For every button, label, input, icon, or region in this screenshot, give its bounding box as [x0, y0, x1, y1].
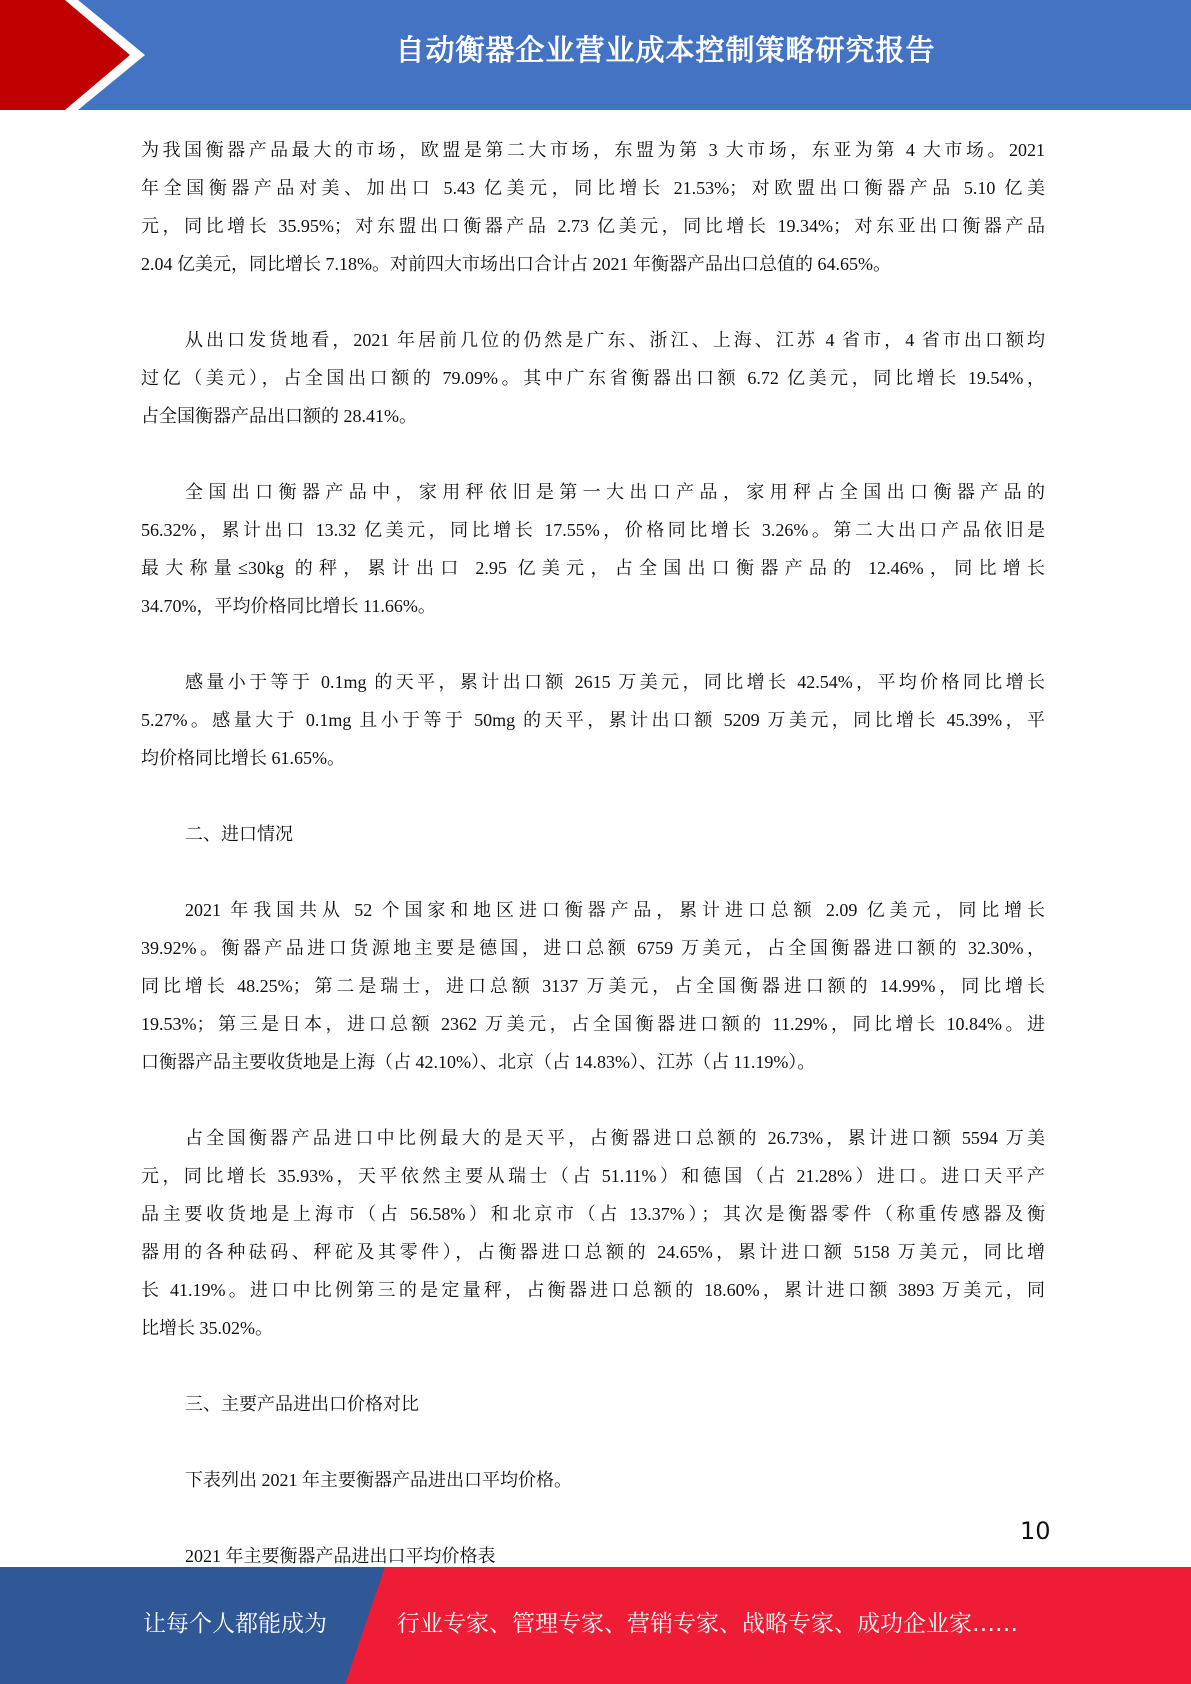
text-line: 均价格同比增长 61.65%。 [141, 748, 345, 768]
text-line: 过亿（美元），占全国出口额的 79.09%。其中广东省衡器出口额 6.72 亿美元，同比增长 19.54%， [141, 368, 1045, 388]
paragraph [141, 891, 1045, 1081]
page-number: 10 [1020, 1517, 1051, 1545]
section-heading: 二、进口情况 [185, 824, 293, 844]
header-banner [0, 0, 1191, 110]
text-line: 比增长 35.02%。 [141, 1318, 273, 1338]
text-line: 39.92%。衡器产品进口货源地主要是德国，进口总额 6759 万美元，占全国衡器进口额的 32.30%， [141, 938, 1045, 958]
text-line: 年全国衡器产品对美、加出口 5.43 亿美元，同比增长 21.53%；对欧盟出口衡器产品 5.10 亿美 [141, 178, 1045, 198]
text-line: 19.53%；第三是日本，进口总额 2362 万美元，占全国衡器进口额的 11.29%，同比增长 10.84%。进 [141, 1014, 1045, 1034]
text-line: 34.70%，平均价格同比增长 11.66%。 [141, 596, 436, 616]
text-line: 56.32%，累计出口 13.32 亿美元，同比增长 17.55%，价格同比增长 3.26%。第二大出口产品依旧是 [141, 520, 1045, 540]
text-line: 全国出口衡器产品中，家用秤依旧是第一大出口产品，家用秤占全国出口衡器产品的 [185, 482, 1045, 502]
footer-slogan-left: 让每个人都能成为 [143, 1611, 327, 1637]
text-line: 占全国衡器产品进口中比例最大的是天平，占衡器进口总额的 26.73%，累计进口额 5594 万美 [185, 1128, 1045, 1148]
text-line: 元，同比增长 35.95%；对东盟出口衡器产品 2.73 亿美元，同比增长 19.34%；对东亚出口衡器产品 [141, 216, 1045, 236]
text-line: 占全国衡器产品出口额的 28.41%。 [141, 406, 417, 426]
text-line: 为我国衡器产品最大的市场，欧盟是第二大市场，东盟为第 3 大市场，东亚为第 4 大市场。2021 [141, 140, 1045, 160]
text-line: 品主要收货地是上海市（占 56.58%）和北京市（占 13.37%）；其次是衡器零件（称重传感器及衡 [141, 1204, 1045, 1224]
paragraph [141, 131, 1045, 283]
text-line: 元，同比增长 35.93%，天平依然主要从瑞士（占 51.11%）和德国（占 21.28%）进口。进口天平产 [141, 1166, 1045, 1186]
text-line: 最大称量≤30kg 的秤，累计出口 2.95 亿美元，占全国出口衡器产品的 12.46%，同比增长 [141, 558, 1045, 578]
paragraph [141, 321, 1045, 435]
text-line: 器用的各种砝码、秤砣及其零件），占衡器进口总额的 24.65%，累计进口额 5158 万美元，同比增 [141, 1242, 1045, 1262]
report-title: 自动衡器企业营业成本控制策略研究报告 [395, 33, 936, 67]
paragraph [141, 663, 1045, 777]
text-line: 口衡器产品主要收货地是上海（占 42.10%）、北京（占 14.83%）、江苏（占 11.19%）。 [141, 1052, 816, 1072]
paragraph [141, 1119, 1045, 1347]
section-heading: 三、主要产品进出口价格对比 [185, 1394, 419, 1414]
text-line: 长 41.19%。进口中比例第三的是定量秤，占衡器进口总额的 18.60%，累计进口额 3893 万美元，同 [141, 1280, 1045, 1300]
text-line: 2.04 亿美元，同比增长 7.18%。对前四大市场出口合计占 2021 年衡器产品出口总值的 64.65%。 [141, 254, 891, 274]
intro-text: 下表列出 2021 年主要衡器产品进出口平均价格。 [185, 1470, 572, 1490]
document-body [141, 131, 1045, 1613]
text-line: 从出口发货地看，2021 年居前几位的仍然是广东、浙江、上海、江苏 4 省市，4 省市出口额均 [185, 330, 1045, 350]
text-line: 2021 年我国共从 52 个国家和地区进口衡器产品，累计进口总额 2.09 亿美元，同比增长 [185, 900, 1045, 920]
paragraph [141, 473, 1045, 625]
text-line: 同比增长 48.25%；第二是瑞士，进口总额 3137 万美元，占全国衡器进口额的 14.99%，同比增长 [141, 976, 1045, 996]
footer-slogan-right: 行业专家、管理专家、营销专家、战略专家、成功企业家…… [397, 1611, 1018, 1637]
text-line: 感量小于等于 0.1mg 的天平，累计出口额 2615 万美元，同比增长 42.54%，平均价格同比增长 [185, 672, 1045, 692]
table-caption: 2021 年主要衡器产品进出口平均价格表 [185, 1546, 496, 1566]
text-line: 5.27%。感量大于 0.1mg 且小于等于 50mg 的天平，累计出口额 5209 万美元，同比增长 45.39%，平 [141, 710, 1045, 730]
footer-banner [0, 1567, 1191, 1684]
